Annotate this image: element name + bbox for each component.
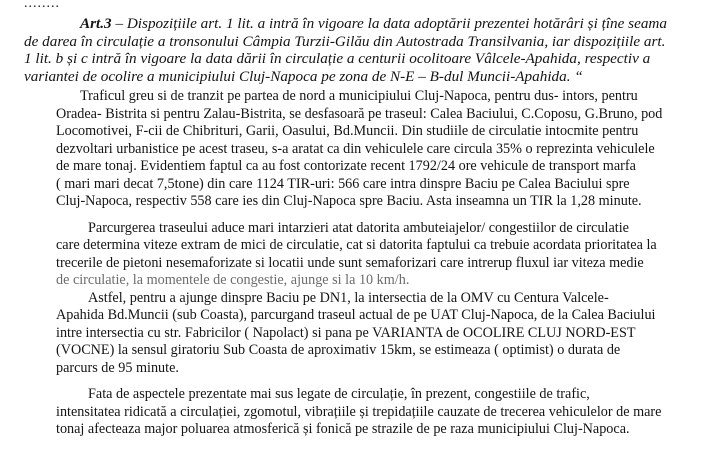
article-3-block xyxy=(0,15,725,85)
body-text xyxy=(0,88,725,439)
text-line: dezvoltari urbanistice pe acest traseu, s-a aratat ca din vehiculele care circula 35% o reprezinta vehiculele xyxy=(56,140,655,157)
article-line: de darea în circulație a tronsonului Câmpia Turzii-Gilău din Autostrada Transilvania, iar dispozițiile art. xyxy=(24,32,666,50)
article-line: variantei de ocolire a municipiului Cluj-Napoca pe zona de N-E – B-dul Muncii-Apahida. “ xyxy=(24,67,583,85)
paragraph-traffic xyxy=(0,88,725,211)
text-line: Astfel, pentru a ajunge dinspre Baciu pe DN1, la intersectia de la OMV cu Centura Valcele- xyxy=(88,289,609,306)
paragraph-delays xyxy=(0,220,725,290)
text-line: intre intersectia cu str. Fabricilor ( Napolact) si pana pe VARIANTA de OCOLIRE CLUJ NORD-EST xyxy=(56,324,636,341)
text-line: tonaj afecteaza major poluarea atmosferică și fonică pe strazile de pe raza municipiului Cluj-Napoca. xyxy=(56,421,630,437)
article-label: Art.3 xyxy=(80,15,112,32)
text-line: (VOCNE) la sensul giratoriu Sub Coasta de aproximativ 15km, se estimeaza ( optimist) o durata de xyxy=(56,342,621,358)
paragraph-route xyxy=(0,290,725,378)
text-line: de circulatie, la momentele de congestie, ajunge si la 10 km/h. xyxy=(56,272,410,288)
text-line: Oradea- Bistrita si pentru Zalau-Bistrita, se desfasoară pe traseul: Calea Baciului, C.Coposu, G.Bruno, pod xyxy=(56,105,663,122)
ellipsis-marker: ........ xyxy=(24,0,60,11)
text-line: Traficul greu si de tranzit pe partea de nord a municipiului Cluj-Napoca, pentru dus- intors, pentru xyxy=(80,88,638,104)
text-line: parcurs de 95 minute. xyxy=(56,359,179,376)
text-line: intensitatea ridicată a circulației, zgomotul, vibrațiile și trepidațiile cauzate de trecerea vehiculelor de mare xyxy=(56,403,662,420)
text-line: Locomotivei, F-cii de Chibrituri, Garii, Oasului, Bd.Muncii. Din studiile de circulatie intocmite pentru xyxy=(56,123,639,139)
text-line: Parcurgerea traseului aduce mari intarzieri atat datorita ambuteiajelor/ congestiilor de circulatie xyxy=(88,219,629,236)
paragraph-pollution xyxy=(0,386,725,439)
text-line: care determina viteze extram de mici de circulatie, cat si datorita faptului ca trebuie acordata prioritatea la xyxy=(56,237,657,253)
text-line: trecerile de pietoni nesemaforizate si locatii unde sunt semaforizari care intrerup fluxul iar viteza medie xyxy=(56,254,644,271)
text-line: Fata de aspectele prezentate mai sus legate de circulație, în prezent, congestiile de trafic, xyxy=(88,386,590,402)
text-line: Apahida Bd.Muncii (sub Coasta), parcurgand traseul actual de pe UAT Cluj-Napoca, de la Calea Baciului xyxy=(56,307,656,323)
text-line: Cluj-Napoca, respectiv 558 care ies din Cluj-Napoca spre Baciu. Asta inseamna un TIR la 1,28 minute. xyxy=(56,193,642,209)
text-line: de mare tonaj. Evidentiem faptul ca au fost contorizate recent 1792/24 ore vehicule de transport marfa xyxy=(56,158,636,174)
text-line: ( mari mari decat 7,5tone) din care 1124 TIR-uri: 566 care intra dinspre Baciu pe Calea Baciului spre xyxy=(56,175,630,192)
article-line: Art.3 – Dispozițiile art. 1 lit. a intră în vigoare la data adoptării prezentei hotărâri și țîne seama xyxy=(80,15,667,32)
article-line: 1 lit. b și c intră în vigoare la data dării în circulație a centurii ocolitoare Vâlcele-Apahida, respectiv a xyxy=(24,50,651,68)
